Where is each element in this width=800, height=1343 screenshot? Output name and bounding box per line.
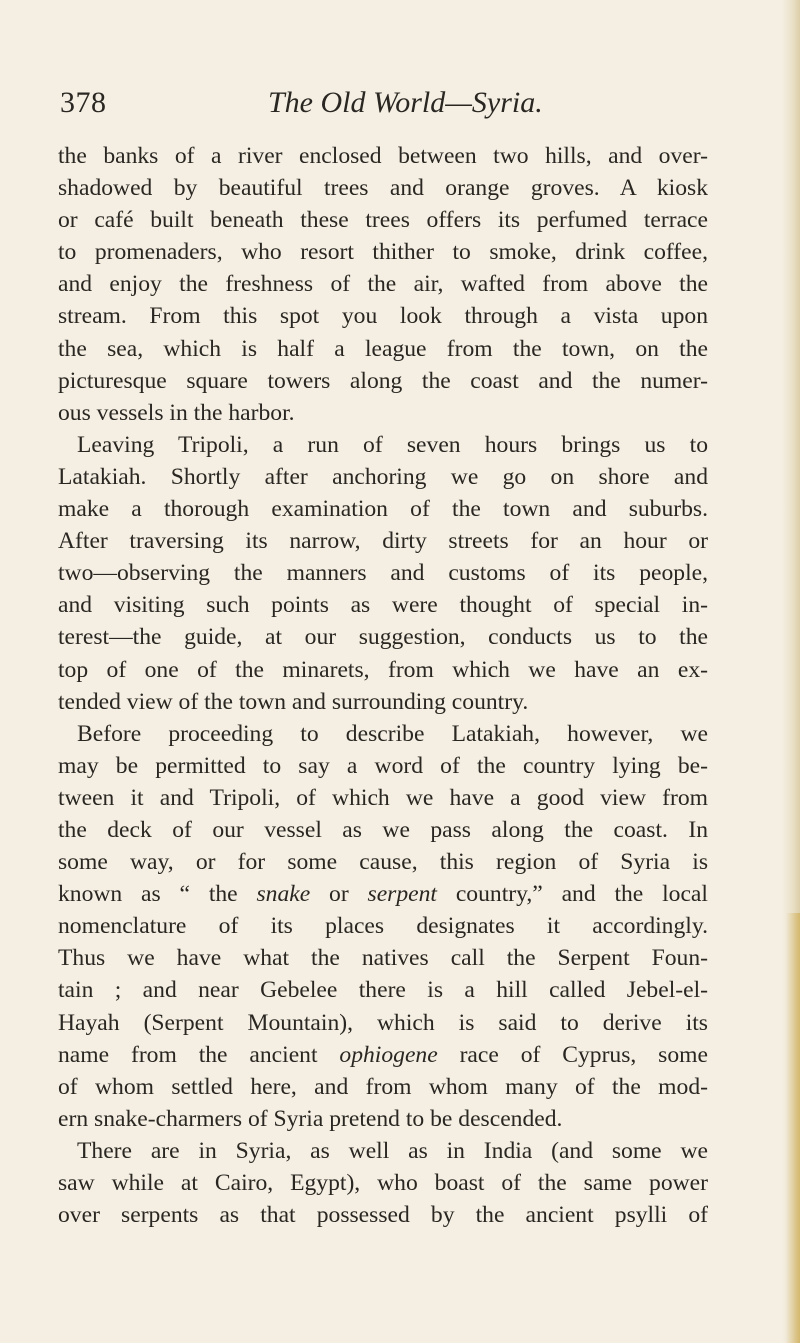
italic-word-ophiogene: ophiogene xyxy=(339,1041,438,1068)
text-line: ern snake-charmers of Syria pretend to be descended. xyxy=(58,1105,563,1132)
page-header xyxy=(60,86,760,126)
text-line: There are in Syria, as well as in India (and some we xyxy=(77,1137,708,1164)
text-line: tain ; and near Gebelee there is a hill called Jebel-el- xyxy=(58,977,708,1004)
text-line: shadowed by beautiful trees and orange groves. A kiosk xyxy=(58,175,708,202)
text-line-with-italics xyxy=(58,1039,708,1071)
body-text xyxy=(58,140,708,1231)
text-line: the banks of a river enclosed between two hills, and over- xyxy=(58,143,708,169)
text-line: make a thorough examination of the town and suburbs. xyxy=(58,496,708,523)
text-line: and enjoy the freshness of the air, wafted from above the xyxy=(58,271,708,298)
running-title: The Old World—Syria. xyxy=(268,86,543,119)
text-run: race of Cyprus, some xyxy=(459,1041,708,1068)
text-line: Before proceeding to describe Latakiah, however, we xyxy=(77,720,708,747)
text-line: Thus we have what the natives call the Serpent Foun- xyxy=(58,945,708,972)
text-line: the deck of our vessel as we pass along the coast. In xyxy=(58,816,708,843)
text-line-with-italics xyxy=(58,878,708,910)
page-number: 378 xyxy=(60,86,107,119)
text-line: tween it and Tripoli, of which we have a good view from xyxy=(58,784,708,811)
text-line: picturesque square towers along the coast and the numer- xyxy=(58,367,708,394)
text-run: known as “ the xyxy=(58,881,238,908)
text-line: and visiting such points as were thought of special in- xyxy=(58,592,708,619)
text-line: top of one of the minarets, from which we have an ex- xyxy=(58,656,708,683)
text-run: or xyxy=(329,881,349,908)
page-edge-stain xyxy=(786,913,800,1343)
text-line: terest—the guide, at our suggestion, conducts us to the xyxy=(58,624,708,651)
text-line: nomenclature of its places designates it accordingly. xyxy=(58,913,708,940)
text-line: Hayah (Serpent Mountain), which is said to derive its xyxy=(58,1009,708,1036)
text-line: Latakiah. Shortly after anchoring we go on shore and xyxy=(58,463,708,490)
text-line: tended view of the town and surrounding country. xyxy=(58,688,529,715)
text-line: Leaving Tripoli, a run of seven hours brings us to xyxy=(77,431,708,458)
text-line: the sea, which is half a league from the town, on the xyxy=(58,335,708,362)
text-line: After traversing its narrow, dirty streets for an hour or xyxy=(58,528,708,555)
text-line: saw while at Cairo, Egypt), who boast of the same power xyxy=(58,1170,708,1196)
text-run: country,” and the local xyxy=(455,881,708,908)
text-line: or café built beneath these trees offers its perfumed terrace xyxy=(58,207,708,234)
text-line: stream. From this spot you look through a vista upon xyxy=(58,303,708,330)
text-line: two—observing the manners and customs of its people, xyxy=(58,560,708,587)
text-line: ous vessels in the harbor. xyxy=(58,399,295,426)
text-line: to promenaders, who resort thither to smoke, drink coffee, xyxy=(58,239,708,266)
text-run: name from the ancient xyxy=(58,1041,318,1068)
text-line: of whom settled here, and from whom many of the mod- xyxy=(58,1073,708,1100)
italic-word-serpent: serpent xyxy=(367,881,437,908)
italic-word-snake: snake xyxy=(256,881,311,908)
text-line: some way, or for some cause, this region of Syria is xyxy=(58,849,708,876)
text-line: over serpents as that possessed by the ancient psylli of xyxy=(58,1202,708,1229)
text-line: may be permitted to say a word of the country lying be- xyxy=(58,752,708,779)
